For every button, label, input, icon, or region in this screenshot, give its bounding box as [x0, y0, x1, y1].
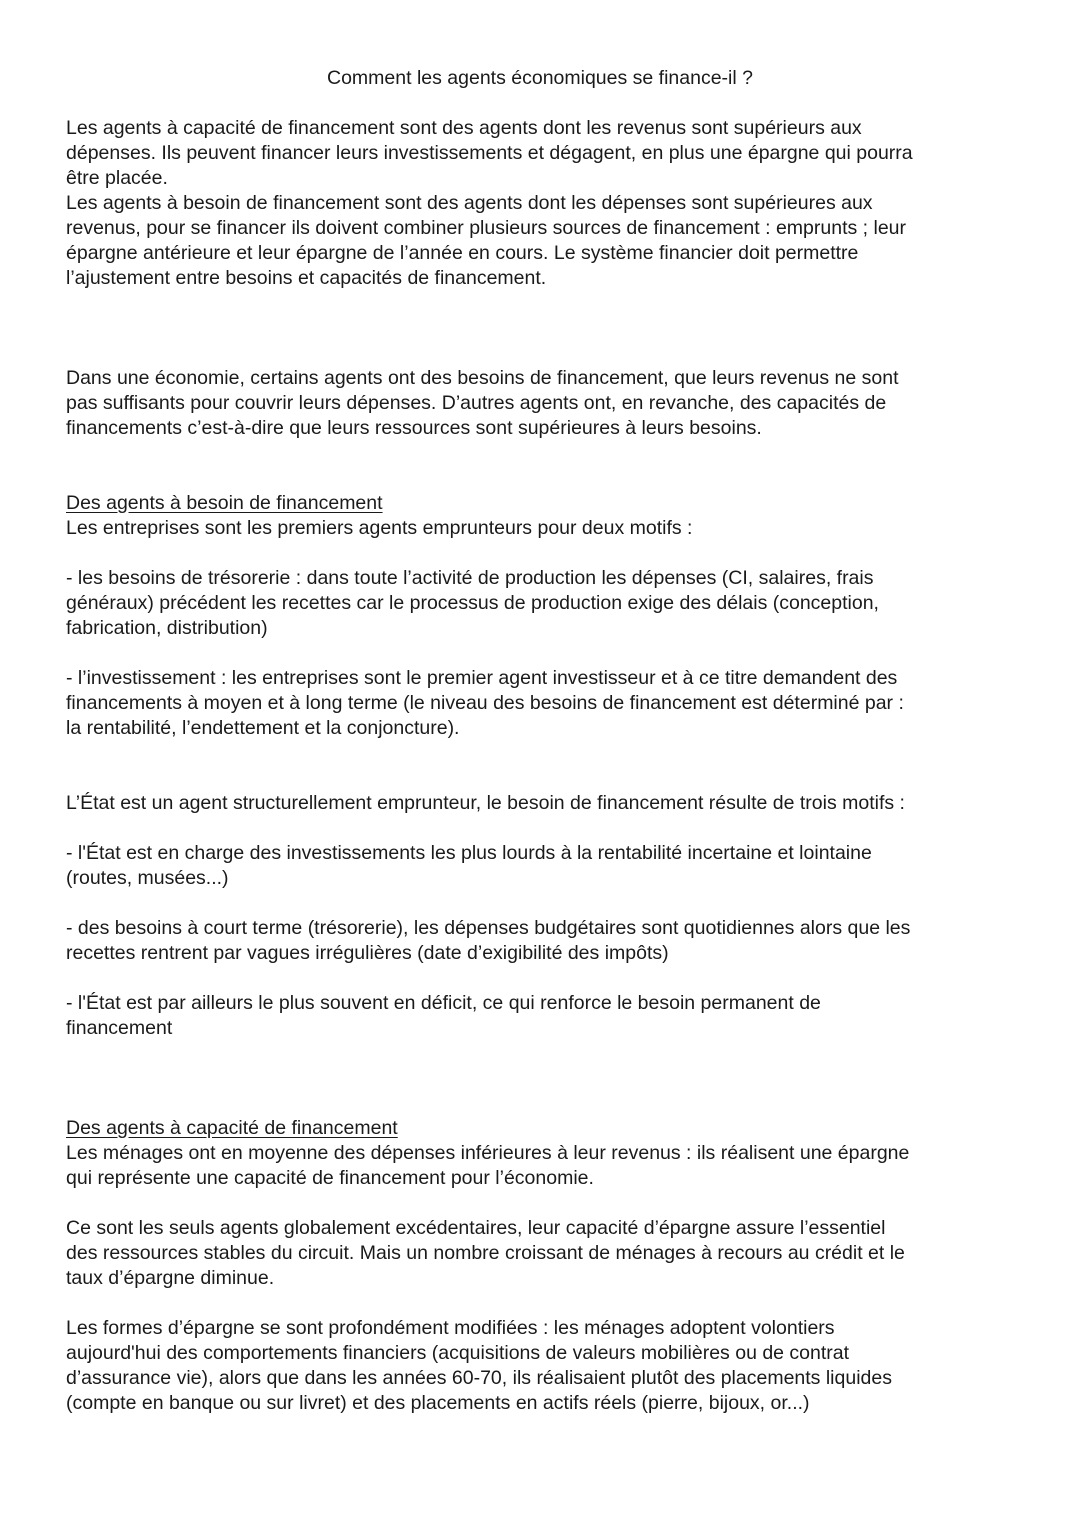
investissement-paragraph [66, 666, 1026, 741]
text-line: recettes rentrent par vagues irrégulières (date d’exigibilité des impôts) [66, 942, 669, 964]
text-line: - des besoins à court terme (trésorerie), les dépenses budgétaires sont quotidiennes alors que les [66, 917, 911, 939]
document-title: Comment les agents économiques se finance-il ? [327, 67, 753, 89]
text-line: Dans une économie, certains agents ont des besoins de financement, que leurs revenus ne sont [66, 367, 899, 389]
text-line: (routes, musées...) [66, 867, 229, 889]
text-line: dépenses. Ils peuvent financer leurs investissements et dégagent, en plus une épargne qui pourra [66, 142, 913, 164]
tresorerie-paragraph [66, 566, 1026, 641]
text-line: fabrication, distribution) [66, 617, 268, 639]
text-line: Les formes d’épargne se sont profondément modifiées : les ménages adoptent volontiers [66, 1317, 835, 1339]
text-line: Les agents à besoin de financement sont des agents dont les dépenses sont supérieures aux [66, 192, 873, 214]
text-line: - les besoins de trésorerie : dans toute l’activité de production les dépenses (CI, salaires, frais [66, 567, 874, 589]
text-line: Les agents à capacité de financement sont des agents dont les revenus sont supérieurs aux [66, 117, 862, 139]
text-line: Les ménages ont en moyenne des dépenses inférieures à leur revenus : ils réalisent une épargne [66, 1142, 910, 1164]
text-line: des ressources stables du circuit. Mais un nombre croissant de ménages à recours au crédit et le [66, 1242, 905, 1264]
excedentaires-paragraph [66, 1216, 1026, 1291]
text-line: aujourd'hui des comportements financiers (acquisitions de valeurs mobilières ou de contrat [66, 1342, 850, 1364]
text-line: Ce sont les seuls agents globalement excédentaires, leur capacité d’épargne assure l’essentiel [66, 1217, 886, 1239]
section-heading-capacite: Des agents à capacité de financement [66, 1117, 398, 1139]
text-line: financement [66, 1017, 173, 1039]
intro-paragraph [66, 116, 1026, 291]
section-heading-besoin: Des agents à besoin de financement [66, 492, 383, 514]
text-line: Les entreprises sont les premiers agents emprunteurs pour deux motifs : [66, 517, 693, 539]
text-line: épargne antérieure et leur épargne de l’année en cours. Le système financier doit permettre [66, 242, 859, 264]
text-line: d’assurance vie), alors que dans les années 60-70, ils réalisaient plutôt des placements liquides [66, 1367, 892, 1389]
text-line: généraux) précédent les recettes car le processus de production exige des délais (conception, [66, 592, 879, 614]
text-line: financements c’est-à-dire que leurs ressources sont supérieures à leurs besoins. [66, 417, 762, 439]
text-line: - l'État est en charge des investissements les plus lourds à la rentabilité incertaine et lointaine [66, 842, 872, 864]
text-line: pas suffisants pour couvrir leurs dépenses. D’autres agents ont, en revanche, des capacités de [66, 392, 887, 414]
capacite-section-intro [66, 1116, 1026, 1191]
text-line: - l’investissement : les entreprises sont le premier agent investisseur et à ce titre demandent des [66, 667, 898, 689]
text-line: (compte en banque ou sur livret) et des placements en actifs réels (pierre, bijoux, or...) [66, 1392, 810, 1414]
text-line: être placée. [66, 167, 168, 189]
etat-intro-paragraph [66, 791, 1026, 816]
text-line: qui représente une capacité de financement pour l’économie. [66, 1167, 594, 1189]
etat-investissements-paragraph [66, 841, 1026, 891]
formes-epargne-paragraph [66, 1316, 1026, 1416]
etat-deficit-paragraph [66, 991, 1026, 1041]
text-line: revenus, pour se financer ils doivent combiner plusieurs sources de financement : emprunts ; leur [66, 217, 907, 239]
text-line: L’État est un agent structurellement emprunteur, le besoin de financement résulte de trois motifs : [66, 792, 905, 814]
economy-paragraph [66, 366, 1026, 441]
text-line: financements à moyen et à long terme (le niveau des besoins de financement est déterminé par : [66, 692, 904, 714]
text-line: taux d’épargne diminue. [66, 1267, 275, 1289]
text-line: la rentabilité, l’endettement et la conjoncture). [66, 717, 460, 739]
text-line: - l'État est par ailleurs le plus souvent en déficit, ce qui renforce le besoin permanent de [66, 992, 821, 1014]
besoin-section-intro [66, 491, 1026, 541]
text-line: l’ajustement entre besoins et capacités de financement. [66, 267, 547, 289]
etat-court-terme-paragraph [66, 916, 1026, 966]
